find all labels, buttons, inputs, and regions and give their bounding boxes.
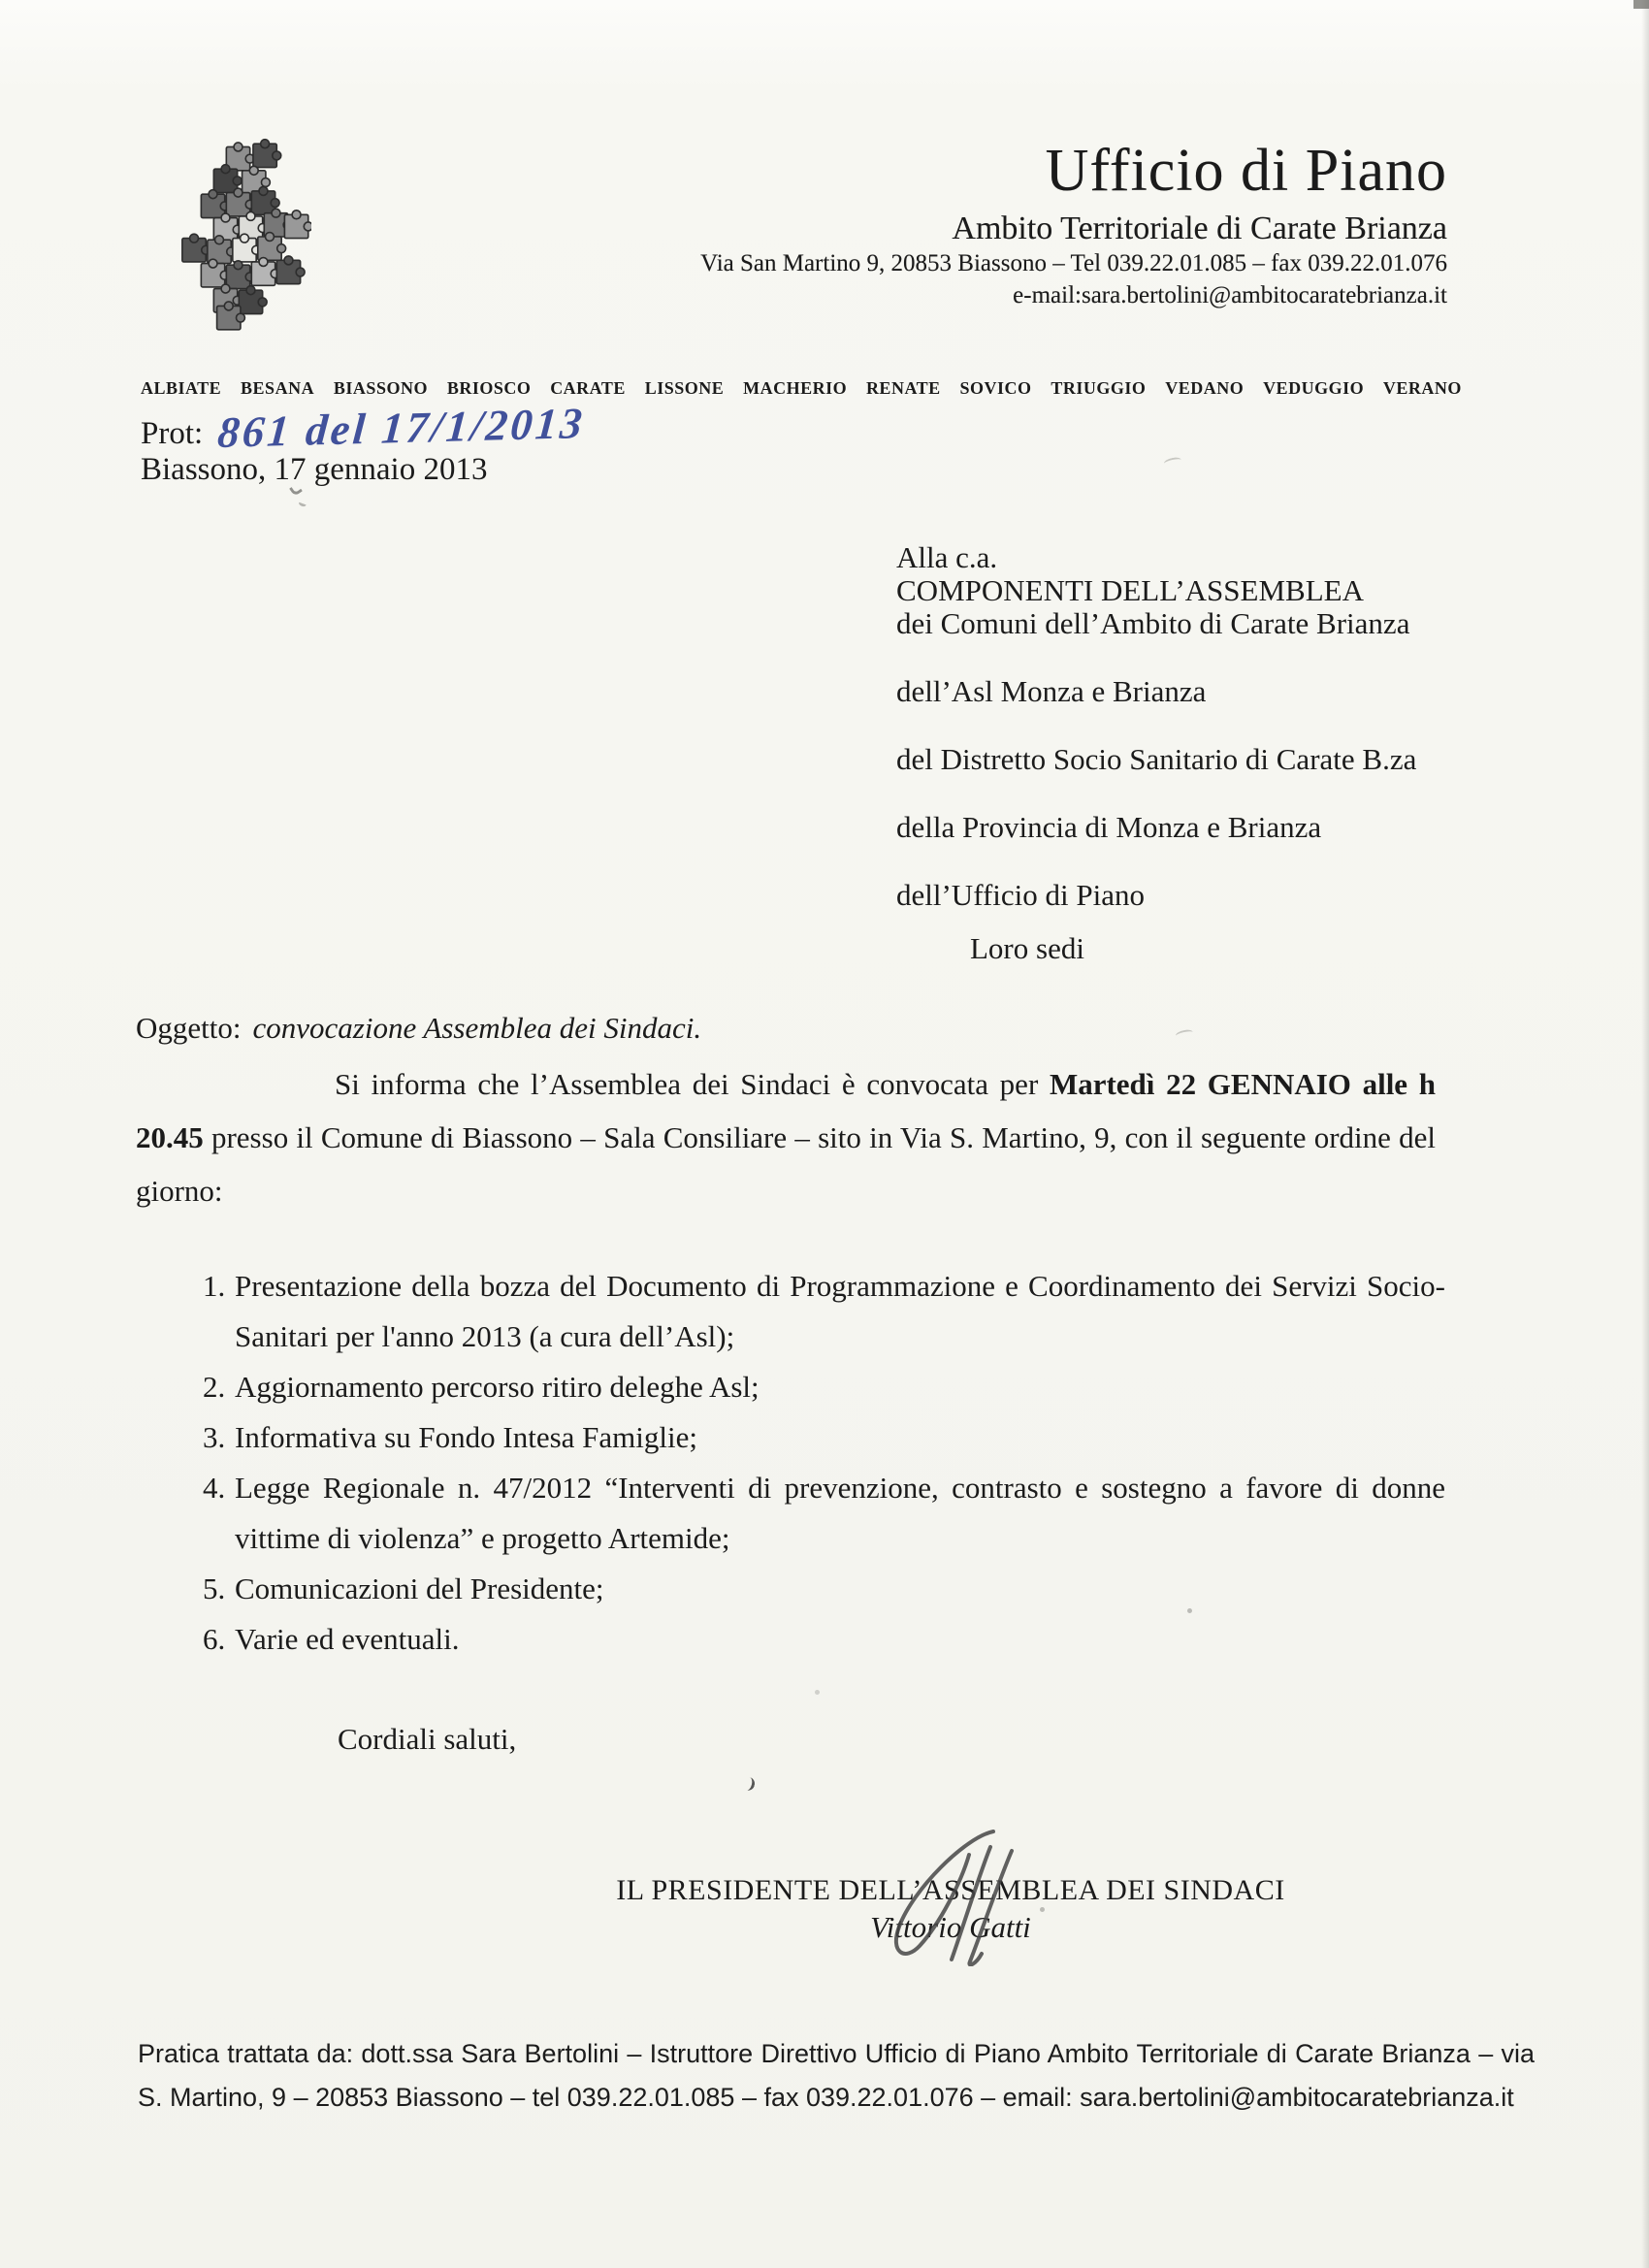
municipality-name: TRIUGGIO xyxy=(1051,378,1147,398)
municipality-name: MACHERIO xyxy=(743,378,848,398)
subject-line xyxy=(136,1011,701,1046)
body-rest: presso il Comune di Biassono – Sala Consiliare – sito in Via S. Martino, 9, con il seguente ordine del giorno: xyxy=(136,1120,1436,1208)
municipality-name: CARATE xyxy=(550,378,626,398)
municipality-name: VEDUGGIO xyxy=(1263,378,1365,398)
org-subtitle: Ambito Territoriale di Carate Brianza xyxy=(952,211,1447,246)
org-address: Via San Martino 9, 20853 Biassono – Tel 039.22.01.085 – fax 039.22.01.076 xyxy=(700,250,1447,276)
agenda-item: 3. Informativa su Fondo Intesa Famiglie; xyxy=(233,1412,1445,1463)
municipality-name: ALBIATE xyxy=(141,378,222,398)
subject-value: convocazione Assemblea dei Sindaci. xyxy=(252,1011,702,1045)
body-intro: Si informa che l’Assemblea dei Sindaci è convocata per xyxy=(335,1067,1050,1101)
scan-corner-artifact xyxy=(1633,0,1649,9)
scan-edge-shadow xyxy=(1641,0,1649,2268)
agenda-list xyxy=(141,1261,1445,1665)
meeting-datetime-bold: Martedì 22 GENNAIO alle h 20.45 xyxy=(136,1067,1436,1154)
signature-title: IL PRESIDENTE DELL’ASSEMBLEA DEI SINDACI xyxy=(616,1874,1285,1906)
municipalities-bar xyxy=(141,378,1462,399)
recipient-line: della Provincia di Monza e Brianza xyxy=(896,810,1322,844)
subject-label: Oggetto: xyxy=(136,1011,242,1045)
footer-note: Pratica trattata da: dott.ssa Sara Bertolini – Istruttore Direttivo Ufficio di Piano Ambito Territoriale di Carate Brianza – via S. Martino, 9 – 20853 Biassono – tel 039.22.01.085 – fax 039.22.01.076 – email: sara.bertolini@ambitocaratebrianza.it xyxy=(138,2039,1535,2112)
municipality-name: BESANA xyxy=(241,378,315,398)
protocol-handwritten-number: 861 del 17/1/2013 xyxy=(215,398,588,458)
place-date-line: Biassono, 17 gennaio 2013 xyxy=(141,452,488,487)
agenda-item: 1. Presentazione della bozza del Documento di Programmazione e Coordinamento dei Servizi Socio-Sanitari per l'anno 2013 (a cura dell’Asl); xyxy=(233,1261,1445,1362)
protocol-line xyxy=(141,398,588,458)
municipality-name: LISSONE xyxy=(644,378,725,398)
agenda-item: 4. Legge Regionale n. 47/2012 “Interventi di prevenzione, contrasto e sostegno a favore di donne vittime di violenza” e progetto Artemide; xyxy=(233,1463,1445,1564)
municipality-name: SOVICO xyxy=(959,378,1032,398)
recipient-line: COMPONENTI DELL’ASSEMBLEA xyxy=(896,573,1364,607)
recipient-line: dell’Asl Monza e Brianza xyxy=(896,674,1207,708)
scan-artifact xyxy=(741,1776,756,1792)
org-email: e-mail:sara.bertolini@ambitocaratebrianza.it xyxy=(1013,282,1447,308)
puzzle-logo-icon xyxy=(178,127,311,346)
agenda-item: 6. Varie ed eventuali. xyxy=(233,1614,1445,1665)
municipality-name: BRIOSCO xyxy=(446,378,532,398)
scan-artifact xyxy=(1175,1028,1193,1040)
municipality-name: BIASSONO xyxy=(333,378,428,398)
letterhead xyxy=(582,139,1447,311)
closing-salutation: Cordiali saluti, xyxy=(338,1722,517,1756)
scan-artifact xyxy=(815,1690,820,1695)
municipality-name: VEDANO xyxy=(1165,378,1245,398)
org-title: Ufficio di Piano xyxy=(1045,138,1447,204)
protocol-label: Prot: xyxy=(141,416,204,451)
municipality-name: RENATE xyxy=(865,378,941,398)
municipality-name: VERANO xyxy=(1382,378,1462,398)
body-paragraph xyxy=(136,1057,1436,1217)
recipient-block xyxy=(896,541,1517,965)
scan-artifact xyxy=(1163,456,1181,468)
recipient-line: del Distretto Socio Sanitario di Carate B.za xyxy=(896,742,1417,776)
agenda-item: 2. Aggiornamento percorso ritiro deleghe Asl; xyxy=(233,1362,1445,1412)
recipient-line: dei Comuni dell’Ambito di Carate Brianza xyxy=(896,606,1410,640)
attention-line: Alla c.a. xyxy=(896,540,998,574)
signature-scrawl-icon xyxy=(876,1826,1036,1966)
loro-sedi-line: Loro sedi xyxy=(970,931,1084,965)
recipient-line: dell’Ufficio di Piano xyxy=(896,878,1145,912)
scan-artifact xyxy=(298,500,307,507)
agenda-item: 5. Comunicazioni del Presidente; xyxy=(233,1564,1445,1614)
signature-name: Vittorio Gatti xyxy=(870,1910,1031,1944)
